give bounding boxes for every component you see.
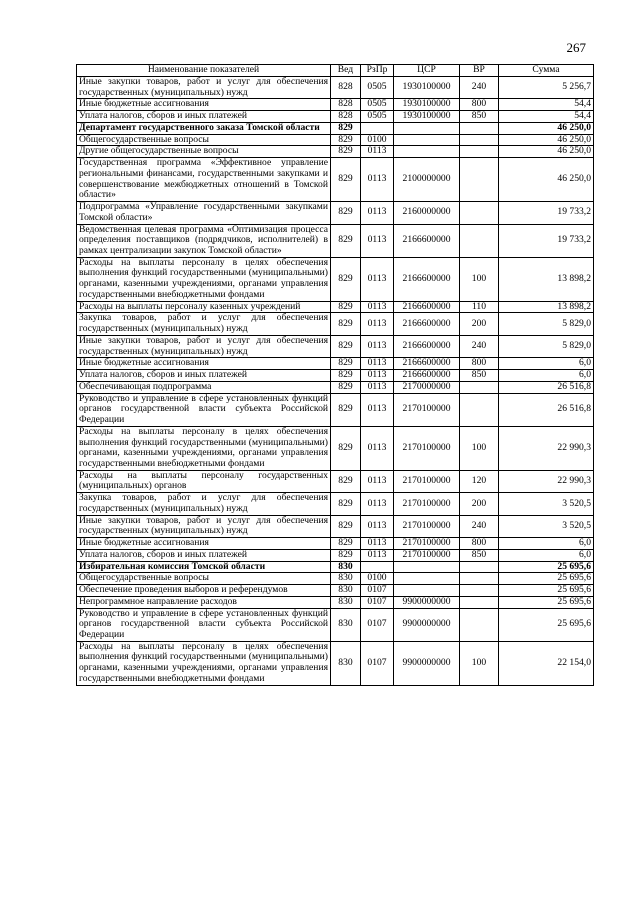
row-csr-cell xyxy=(394,561,460,573)
row-rzpr-cell: 0113 xyxy=(361,358,394,370)
row-vr-cell: 850 xyxy=(460,370,499,382)
row-ved-cell: 830 xyxy=(331,585,361,597)
row-vr-cell: 800 xyxy=(460,358,499,370)
row-sum-cell: 6,0 xyxy=(499,358,594,370)
row-rzpr-cell: 0113 xyxy=(361,301,394,313)
row-csr-cell: 1930100000 xyxy=(394,77,460,99)
table-row xyxy=(77,134,594,146)
row-rzpr-cell: 0113 xyxy=(361,158,394,202)
row-vr-cell xyxy=(460,134,499,146)
row-sum-cell: 25 695,6 xyxy=(499,573,594,585)
row-ved-cell: 829 xyxy=(331,370,361,382)
header-csr: ЦСР xyxy=(394,65,460,77)
row-vr-cell xyxy=(460,224,499,257)
row-sum-cell: 46 250,0 xyxy=(499,146,594,158)
row-csr-cell: 2100000000 xyxy=(394,158,460,202)
table-row xyxy=(77,224,594,257)
row-rzpr-cell: 0113 xyxy=(361,470,394,492)
header-rzpr: РзПр xyxy=(361,65,394,77)
row-sum-cell: 19 733,2 xyxy=(499,202,594,224)
row-vr-cell: 100 xyxy=(460,257,499,301)
row-vr-cell xyxy=(460,158,499,202)
row-name-cell: Иные закупки товаров, работ и услуг для обеспечения государственных (муниципальных) нужд xyxy=(77,515,331,537)
table-body xyxy=(77,77,594,686)
budget-table xyxy=(76,64,594,686)
table-row xyxy=(77,641,594,685)
row-csr-cell: 2166600000 xyxy=(394,335,460,357)
row-ved-cell: 829 xyxy=(331,381,361,393)
row-vr-cell xyxy=(460,561,499,573)
row-rzpr-cell: 0505 xyxy=(361,99,394,111)
row-ved-cell: 829 xyxy=(331,224,361,257)
table-row xyxy=(77,381,594,393)
row-csr-cell: 2170100000 xyxy=(394,493,460,515)
row-vr-cell: 240 xyxy=(460,335,499,357)
table-row xyxy=(77,111,594,123)
row-vr-cell xyxy=(460,393,499,426)
row-ved-cell: 829 xyxy=(331,515,361,537)
row-csr-cell: 2170100000 xyxy=(394,538,460,550)
row-vr-cell: 200 xyxy=(460,313,499,335)
row-csr-cell: 2170000000 xyxy=(394,381,460,393)
row-ved-cell: 830 xyxy=(331,561,361,573)
row-rzpr-cell: 0113 xyxy=(361,313,394,335)
row-rzpr-cell: 0505 xyxy=(361,77,394,99)
row-name-cell: Руководство и управление в сфере установленных функций органов государственной власти субъекта Российской Федерации xyxy=(77,608,331,641)
row-ved-cell: 830 xyxy=(331,608,361,641)
row-ved-cell: 829 xyxy=(331,493,361,515)
row-csr-cell: 2166600000 xyxy=(394,358,460,370)
row-name-cell: Обеспечение проведения выборов и референдумов xyxy=(77,585,331,597)
row-rzpr-cell: 0113 xyxy=(361,202,394,224)
row-rzpr-cell: 0113 xyxy=(361,335,394,357)
row-name-cell: Закупка товаров, работ и услуг для обеспечения государственных (муниципальных) нужд xyxy=(77,313,331,335)
row-csr-cell xyxy=(394,573,460,585)
row-name-cell: Ведомственная целевая программа «Оптимизация процесса определения поставщиков (подрядчиков, исполнителей) в рамках централизации закупок Томской области» xyxy=(77,224,331,257)
row-sum-cell: 54,4 xyxy=(499,99,594,111)
row-ved-cell: 830 xyxy=(331,641,361,685)
row-rzpr-cell: 0100 xyxy=(361,134,394,146)
row-sum-cell: 5 256,7 xyxy=(499,77,594,99)
row-vr-cell xyxy=(460,146,499,158)
row-sum-cell: 6,0 xyxy=(499,370,594,382)
row-rzpr-cell: 0113 xyxy=(361,370,394,382)
row-name-cell: Государственная программа «Эффективное управление региональными финансами, государственными закупками и совершенствование межбюджетных отношений в Томской области» xyxy=(77,158,331,202)
row-rzpr-cell: 0113 xyxy=(361,549,394,561)
row-name-cell: Общегосударственные вопросы xyxy=(77,573,331,585)
row-rzpr-cell: 0107 xyxy=(361,641,394,685)
row-csr-cell: 1930100000 xyxy=(394,111,460,123)
row-rzpr-cell: 0113 xyxy=(361,393,394,426)
table-row xyxy=(77,77,594,99)
row-ved-cell: 829 xyxy=(331,538,361,550)
table-row xyxy=(77,549,594,561)
page-number: 267 xyxy=(566,40,586,55)
table-row xyxy=(77,122,594,134)
row-vr-cell xyxy=(460,122,499,134)
row-csr-cell xyxy=(394,134,460,146)
table-row xyxy=(77,358,594,370)
row-name-cell: Иные бюджетные ассигнования xyxy=(77,538,331,550)
row-ved-cell: 829 xyxy=(331,358,361,370)
row-name-cell: Иные бюджетные ассигнования xyxy=(77,358,331,370)
row-ved-cell: 829 xyxy=(331,122,361,134)
row-rzpr-cell: 0113 xyxy=(361,515,394,537)
row-sum-cell: 26 516,8 xyxy=(499,381,594,393)
table-row xyxy=(77,585,594,597)
row-ved-cell: 829 xyxy=(331,470,361,492)
row-name-cell: Другие общегосударственные вопросы xyxy=(77,146,331,158)
row-sum-cell: 5 829,0 xyxy=(499,313,594,335)
row-csr-cell: 9900000000 xyxy=(394,641,460,685)
row-sum-cell: 3 520,5 xyxy=(499,493,594,515)
row-name-cell: Расходы на выплаты персоналу в целях обеспечения выполнения функций государственными (муниципальными) органами, казенными учреждениями, органами управления государственными внебюджетными фондами xyxy=(77,426,331,470)
row-rzpr-cell: 0113 xyxy=(361,146,394,158)
row-name-cell: Руководство и управление в сфере установленных функций органов государственной власти субъекта Российской Федерации xyxy=(77,393,331,426)
table-row xyxy=(77,608,594,641)
row-rzpr-cell: 0113 xyxy=(361,493,394,515)
row-sum-cell: 46 250,0 xyxy=(499,122,594,134)
row-name-cell: Расходы на выплаты персоналу в целях обеспечения выполнения функций государственными (муниципальными) органами, казенными учреждениями, органами управления государственными внебюджетными фондами xyxy=(77,257,331,301)
row-name-cell: Расходы на выплаты персоналу государственных (муниципальных) органов xyxy=(77,470,331,492)
row-name-cell: Непрограммное направление расходов xyxy=(77,596,331,608)
row-csr-cell: 2166600000 xyxy=(394,224,460,257)
row-sum-cell: 3 520,5 xyxy=(499,515,594,537)
row-ved-cell: 829 xyxy=(331,426,361,470)
row-rzpr-cell: 0113 xyxy=(361,538,394,550)
table-row xyxy=(77,493,594,515)
row-vr-cell: 100 xyxy=(460,426,499,470)
row-csr-cell xyxy=(394,122,460,134)
table-header-row xyxy=(77,65,594,77)
row-vr-cell: 100 xyxy=(460,641,499,685)
row-sum-cell: 46 250,0 xyxy=(499,158,594,202)
table-row xyxy=(77,470,594,492)
table-row xyxy=(77,301,594,313)
row-name-cell: Расходы на выплаты персоналу в целях обеспечения выполнения функций государственными (муниципальными) органами, казенными учреждениями, органами управления государственными внебюджетными фондами xyxy=(77,641,331,685)
row-csr-cell: 2166600000 xyxy=(394,313,460,335)
table-row xyxy=(77,158,594,202)
row-ved-cell: 828 xyxy=(331,111,361,123)
row-ved-cell: 829 xyxy=(331,313,361,335)
row-rzpr-cell: 0505 xyxy=(361,111,394,123)
table-row xyxy=(77,202,594,224)
row-vr-cell: 110 xyxy=(460,301,499,313)
row-name-cell: Иные бюджетные ассигнования xyxy=(77,99,331,111)
row-name-cell: Иные закупки товаров, работ и услуг для обеспечения государственных (муниципальных) нужд xyxy=(77,77,331,99)
row-sum-cell: 19 733,2 xyxy=(499,224,594,257)
row-vr-cell xyxy=(460,381,499,393)
table-row xyxy=(77,538,594,550)
row-ved-cell: 829 xyxy=(331,301,361,313)
table-row xyxy=(77,313,594,335)
row-rzpr-cell xyxy=(361,122,394,134)
header-ved: Вед xyxy=(331,65,361,77)
row-sum-cell: 6,0 xyxy=(499,538,594,550)
table-row xyxy=(77,596,594,608)
header-sum: Сумма xyxy=(499,65,594,77)
row-name-cell: Уплата налогов, сборов и иных платежей xyxy=(77,549,331,561)
row-rzpr-cell: 0107 xyxy=(361,585,394,597)
row-vr-cell: 120 xyxy=(460,470,499,492)
row-name-cell: Уплата налогов, сборов и иных платежей xyxy=(77,111,331,123)
row-ved-cell: 830 xyxy=(331,596,361,608)
row-csr-cell: 2170100000 xyxy=(394,470,460,492)
row-csr-cell: 9900000000 xyxy=(394,596,460,608)
row-csr-cell: 1930100000 xyxy=(394,99,460,111)
row-rzpr-cell: 0113 xyxy=(361,224,394,257)
row-csr-cell xyxy=(394,585,460,597)
row-sum-cell: 25 695,6 xyxy=(499,608,594,641)
row-sum-cell: 22 154,0 xyxy=(499,641,594,685)
table-row xyxy=(77,335,594,357)
row-vr-cell: 800 xyxy=(460,538,499,550)
row-ved-cell: 829 xyxy=(331,335,361,357)
row-csr-cell xyxy=(394,146,460,158)
row-rzpr-cell xyxy=(361,561,394,573)
row-ved-cell: 829 xyxy=(331,549,361,561)
row-ved-cell: 828 xyxy=(331,77,361,99)
row-ved-cell: 829 xyxy=(331,393,361,426)
row-rzpr-cell: 0100 xyxy=(361,573,394,585)
row-ved-cell: 829 xyxy=(331,146,361,158)
row-csr-cell: 2166600000 xyxy=(394,301,460,313)
row-ved-cell: 829 xyxy=(331,134,361,146)
table-row xyxy=(77,146,594,158)
row-csr-cell: 2160000000 xyxy=(394,202,460,224)
row-csr-cell: 2170100000 xyxy=(394,393,460,426)
row-sum-cell: 22 990,3 xyxy=(499,426,594,470)
row-sum-cell: 25 695,6 xyxy=(499,596,594,608)
row-vr-cell: 800 xyxy=(460,99,499,111)
row-ved-cell: 828 xyxy=(331,99,361,111)
row-vr-cell: 850 xyxy=(460,111,499,123)
row-vr-cell xyxy=(460,608,499,641)
row-sum-cell: 54,4 xyxy=(499,111,594,123)
row-name-cell: Подпрограмма «Управление государственными закупками Томской области» xyxy=(77,202,331,224)
row-ved-cell: 829 xyxy=(331,257,361,301)
row-sum-cell: 6,0 xyxy=(499,549,594,561)
row-name-cell: Уплата налогов, сборов и иных платежей xyxy=(77,370,331,382)
table-row xyxy=(77,561,594,573)
row-name-cell: Иные закупки товаров, работ и услуг для обеспечения государственных (муниципальных) нужд xyxy=(77,335,331,357)
row-name-cell: Обеспечивающая подпрограмма xyxy=(77,381,331,393)
row-sum-cell: 25 695,6 xyxy=(499,561,594,573)
row-sum-cell: 46 250,0 xyxy=(499,134,594,146)
row-sum-cell: 13 898,2 xyxy=(499,257,594,301)
table-row xyxy=(77,393,594,426)
row-rzpr-cell: 0113 xyxy=(361,381,394,393)
row-sum-cell: 25 695,6 xyxy=(499,585,594,597)
row-rzpr-cell: 0107 xyxy=(361,596,394,608)
row-sum-cell: 13 898,2 xyxy=(499,301,594,313)
row-csr-cell: 9900000000 xyxy=(394,608,460,641)
row-vr-cell: 200 xyxy=(460,493,499,515)
row-ved-cell: 829 xyxy=(331,202,361,224)
row-ved-cell: 830 xyxy=(331,573,361,585)
row-name-cell: Закупка товаров, работ и услуг для обеспечения государственных (муниципальных) нужд xyxy=(77,493,331,515)
row-csr-cell: 2166600000 xyxy=(394,370,460,382)
row-rzpr-cell: 0107 xyxy=(361,608,394,641)
row-name-cell: Общегосударственные вопросы xyxy=(77,134,331,146)
table-row xyxy=(77,99,594,111)
row-vr-cell xyxy=(460,202,499,224)
row-sum-cell: 26 516,8 xyxy=(499,393,594,426)
row-rzpr-cell: 0113 xyxy=(361,426,394,470)
row-vr-cell xyxy=(460,596,499,608)
row-vr-cell xyxy=(460,573,499,585)
table-row xyxy=(77,370,594,382)
table-row xyxy=(77,257,594,301)
header-name: Наименование показателей xyxy=(77,65,331,77)
row-csr-cell: 2170100000 xyxy=(394,549,460,561)
row-vr-cell: 240 xyxy=(460,77,499,99)
row-vr-cell: 240 xyxy=(460,515,499,537)
table-row xyxy=(77,515,594,537)
row-rzpr-cell: 0113 xyxy=(361,257,394,301)
row-ved-cell: 829 xyxy=(331,158,361,202)
table-row xyxy=(77,426,594,470)
row-vr-cell: 850 xyxy=(460,549,499,561)
header-vr: ВР xyxy=(460,65,499,77)
table-row xyxy=(77,573,594,585)
row-csr-cell: 2166600000 xyxy=(394,257,460,301)
row-sum-cell: 5 829,0 xyxy=(499,335,594,357)
row-name-cell: Департамент государственного заказа Томской области xyxy=(77,122,331,134)
row-csr-cell: 2170100000 xyxy=(394,426,460,470)
row-name-cell: Расходы на выплаты персоналу казенных учреждений xyxy=(77,301,331,313)
row-name-cell: Избирательная комиссия Томской области xyxy=(77,561,331,573)
row-sum-cell: 22 990,3 xyxy=(499,470,594,492)
row-csr-cell: 2170100000 xyxy=(394,515,460,537)
row-vr-cell xyxy=(460,585,499,597)
